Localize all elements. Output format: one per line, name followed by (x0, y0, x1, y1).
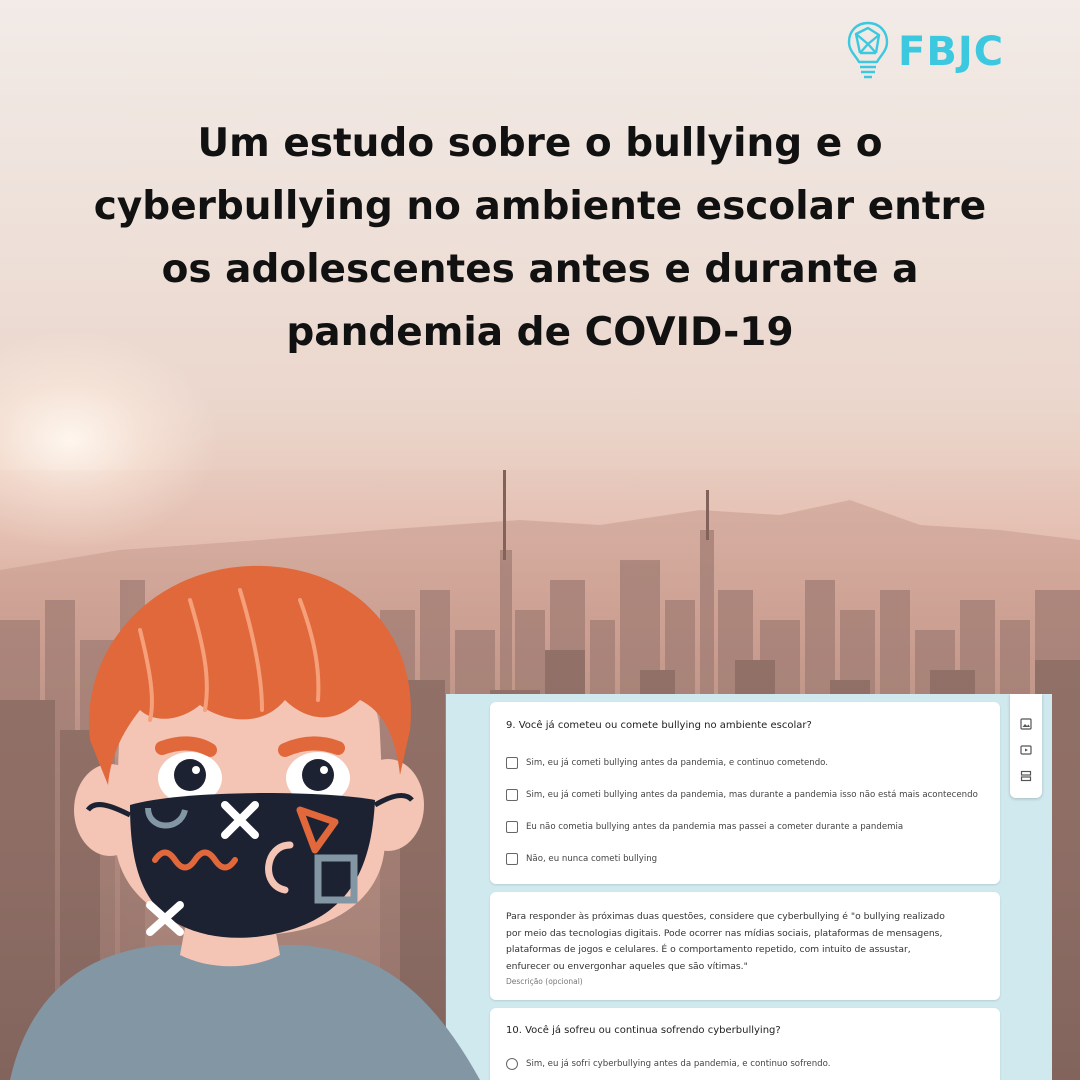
description-line: Para responder às próximas duas questões, considere que cyberbullying é "o bullying realizado (506, 911, 945, 922)
checkbox-option[interactable] (506, 843, 984, 875)
description-line: plataformas de jogos e celulares. É o comportamento repetido, com intuito de assustar, (506, 944, 911, 955)
masked-boy-illustration (0, 560, 520, 1080)
question-card-10 (490, 1008, 1000, 1080)
description-hint: Descrição (opcional) (506, 977, 583, 986)
question-title: 9. Você já cometeu ou comete bullying no ambiente escolar? (506, 720, 812, 731)
lightbulb-network-icon (846, 20, 890, 84)
option-label: Eu não cometia bullying antes da pandemia mas passei a cometer durante a pandemia (526, 822, 904, 832)
description-line: por meio das tecnologias digitais. Pode ocorrer nas mídias sociais, plataformas de mensagens, (506, 927, 943, 939)
option-label: Sim, eu já sofri cyberbullying antes da pandemia, e continuo sofrendo. (526, 1059, 831, 1069)
checkbox-option[interactable] (506, 779, 984, 811)
option-label: Sim, eu já cometi bullying antes da pandemia, e continuo cometendo. (526, 758, 828, 768)
form-side-toolbar (1010, 694, 1042, 798)
brand-name: FBJC (898, 29, 1005, 75)
option-label: Não, eu nunca cometi bullying (526, 854, 658, 864)
left-eye (174, 759, 206, 791)
add-image-icon[interactable] (1020, 718, 1032, 730)
description-text (506, 909, 984, 975)
description-card (490, 892, 1000, 1000)
right-eye (302, 759, 334, 791)
headline-line: cyberbullying no ambiente escolar entre (93, 184, 987, 229)
question-title: 10. Você já sofreu ou continua sofrendo cyberbullying? (506, 1025, 781, 1036)
survey-form-screenshot (446, 694, 1052, 1080)
option-label: Sim, eu já cometi bullying antes da pandemia, mas durante a pandemia isso não está mais acontecendo (526, 790, 978, 800)
question-card-9 (490, 702, 1000, 884)
description-line: enfurecer ou envergonhar aqueles que são vítimas." (506, 960, 748, 972)
radio-option[interactable] (506, 1048, 984, 1080)
headline-line: Um estudo sobre o bullying e o (197, 121, 883, 166)
headline-line: os adolescentes antes e durante a (161, 247, 919, 292)
add-section-icon[interactable] (1020, 770, 1032, 782)
checkbox-option[interactable] (506, 747, 984, 779)
add-video-icon[interactable] (1020, 744, 1032, 756)
headline-line: pandemia de COVID-19 (286, 310, 794, 355)
checkbox-option[interactable] (506, 811, 984, 843)
headline (40, 112, 1040, 364)
brand-logo (846, 20, 1026, 84)
